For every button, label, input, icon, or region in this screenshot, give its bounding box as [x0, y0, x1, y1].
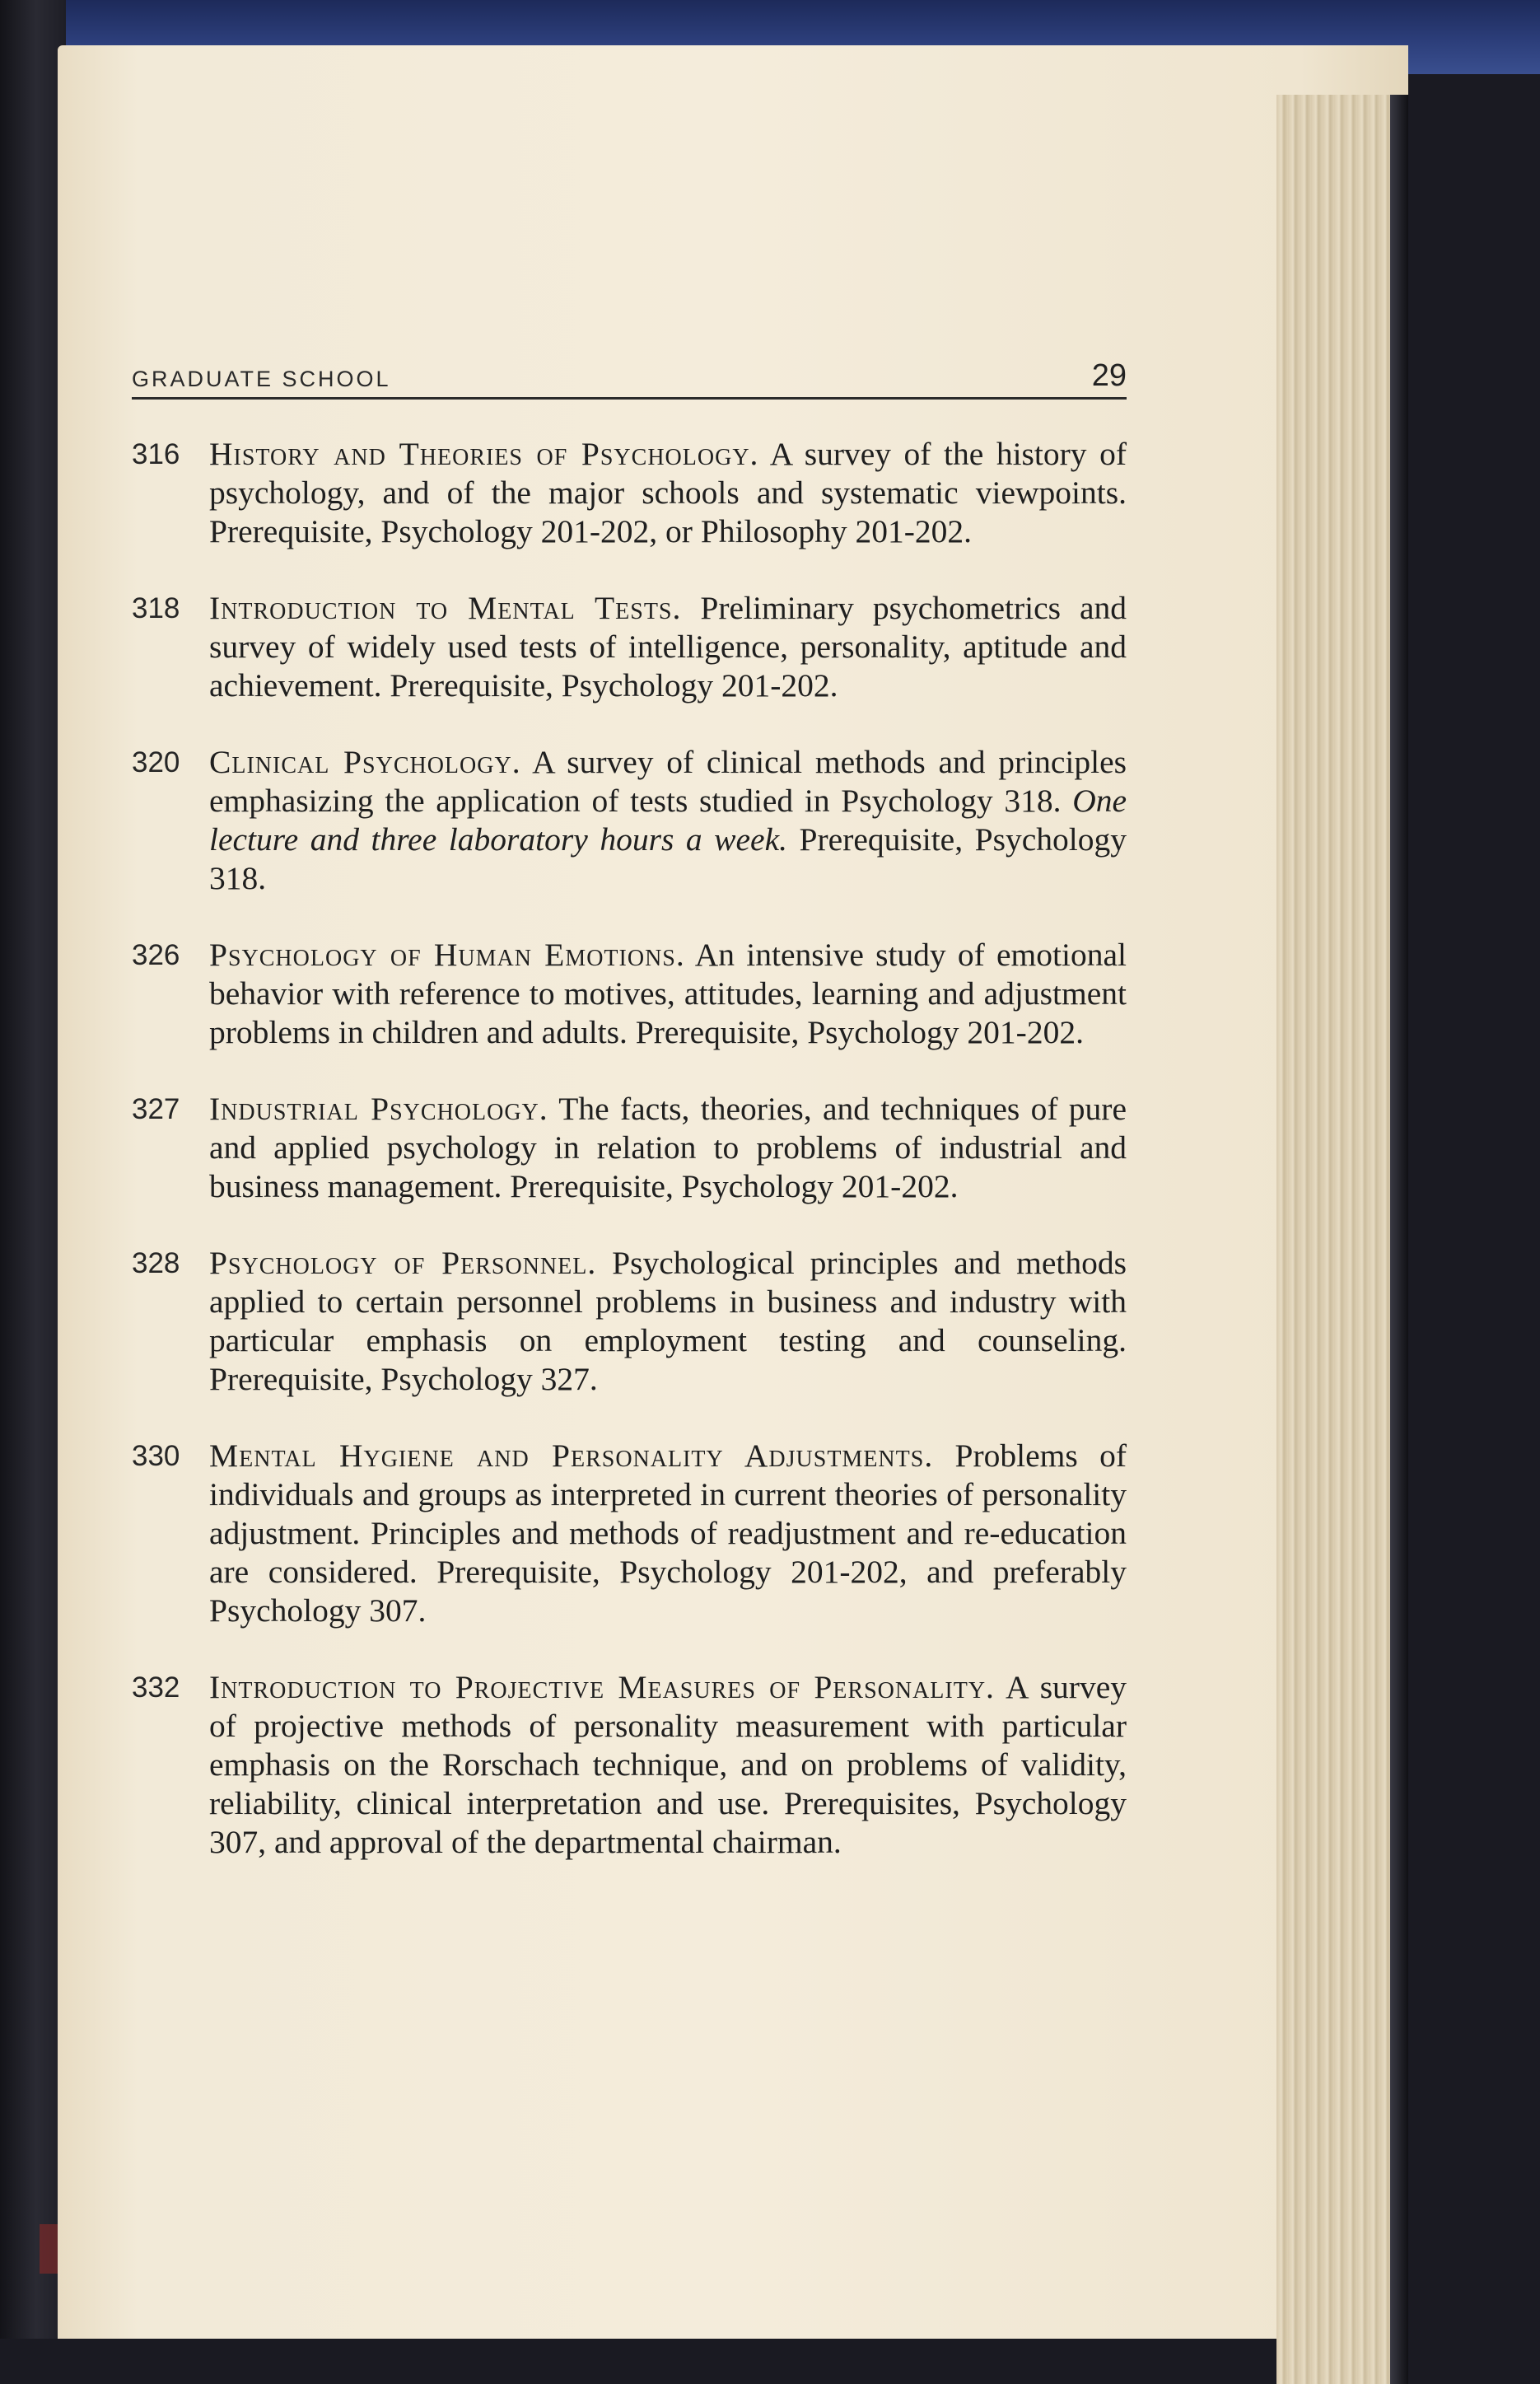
course-entry — [132, 1437, 1127, 1630]
book-binding — [0, 0, 66, 2339]
course-number: 327 — [132, 1093, 180, 1125]
course-description — [209, 435, 1127, 551]
course-body: Preliminary psychometrics and survey of widely used tests of intelligence, personality, aptitude and achievement. Prerequisite, Psychology 201-202. — [209, 590, 1127, 704]
course-number: 330 — [132, 1440, 180, 1472]
course-number: 318 — [132, 592, 180, 624]
page-number: 29 — [1091, 358, 1127, 393]
course-title: Introduction to Mental Tests. — [209, 590, 682, 626]
page-edges — [1276, 95, 1408, 2384]
course-entry — [132, 743, 1127, 898]
course-number: 326 — [132, 939, 180, 971]
course-description — [209, 936, 1127, 1052]
course-entry — [132, 435, 1127, 551]
course-description — [209, 589, 1127, 705]
course-entry — [132, 1668, 1127, 1862]
course-title: Psychology of Human Emotions. — [209, 937, 685, 973]
course-body: A survey of projective methods of personality measurement with particular emphasis on the Rorschach technique, and on problems of validity, reliability, clinical interpretation and use. Prerequisites, Psychology 307, and approval of the departmental chairman. — [209, 1669, 1127, 1860]
course-body: A survey of the history of psychology, and of the major schools and systematic viewpoints. Prerequisite, Psychology 201-202, or Philosophy 201-202. — [209, 436, 1127, 549]
course-body: The facts, theories, and techniques of pure and applied psychology in relation to problems of industrial and business management. Prerequisite, Psychology 201-202. — [209, 1091, 1127, 1204]
course-number: 316 — [132, 438, 180, 470]
course-description — [209, 743, 1127, 898]
header-title: GRADUATE SCHOOL — [132, 367, 391, 391]
course-description — [209, 1437, 1127, 1630]
course-title: Clinical Psychology. — [209, 744, 521, 780]
course-number: 328 — [132, 1247, 180, 1279]
course-title: Industrial Psychology. — [209, 1091, 548, 1127]
course-title: History and Theories of Psychology. — [209, 436, 759, 472]
course-schedule: One lecture and three laboratory hours a week. — [209, 783, 1127, 858]
course-number: 320 — [132, 746, 180, 778]
course-body: An intensive study of emotional behavior with reference to motives, attitudes, learning and adjustment problems in children and adults. Prerequisite, Psychology 201-202. — [209, 937, 1127, 1050]
course-description — [209, 1244, 1127, 1399]
course-entry — [132, 589, 1127, 705]
course-list — [132, 435, 1127, 1900]
course-title: Introduction to Projective Measures of Personality. — [209, 1669, 995, 1705]
course-body: A survey of clinical methods and principles emphasizing the application of tests studied in Psychology 318. — [209, 744, 1127, 819]
course-body: Psychological principles and methods applied to certain personnel problems in business and industry with particular emphasis on employment testing and counseling. Prerequisite, Psychology 327. — [209, 1245, 1127, 1397]
course-entry — [132, 1090, 1127, 1206]
course-entry — [132, 936, 1127, 1052]
course-prerequisite: Prerequisite, Psychology 318. — [209, 821, 1127, 896]
course-description — [209, 1090, 1127, 1206]
course-body: Problems of individuals and groups as interpreted in current theories of personality adjustment. Principles and methods of readjustment and re-education are considered. Prerequisite, Psychology 201-202, and preferably Psychology 307. — [209, 1437, 1127, 1629]
course-number: 332 — [132, 1671, 180, 1704]
course-description — [209, 1668, 1127, 1862]
course-entry — [132, 1244, 1127, 1399]
course-title: Psychology of Personnel. — [209, 1245, 597, 1281]
course-title: Mental Hygiene and Personality Adjustments. — [209, 1437, 934, 1474]
running-header — [132, 354, 1127, 400]
